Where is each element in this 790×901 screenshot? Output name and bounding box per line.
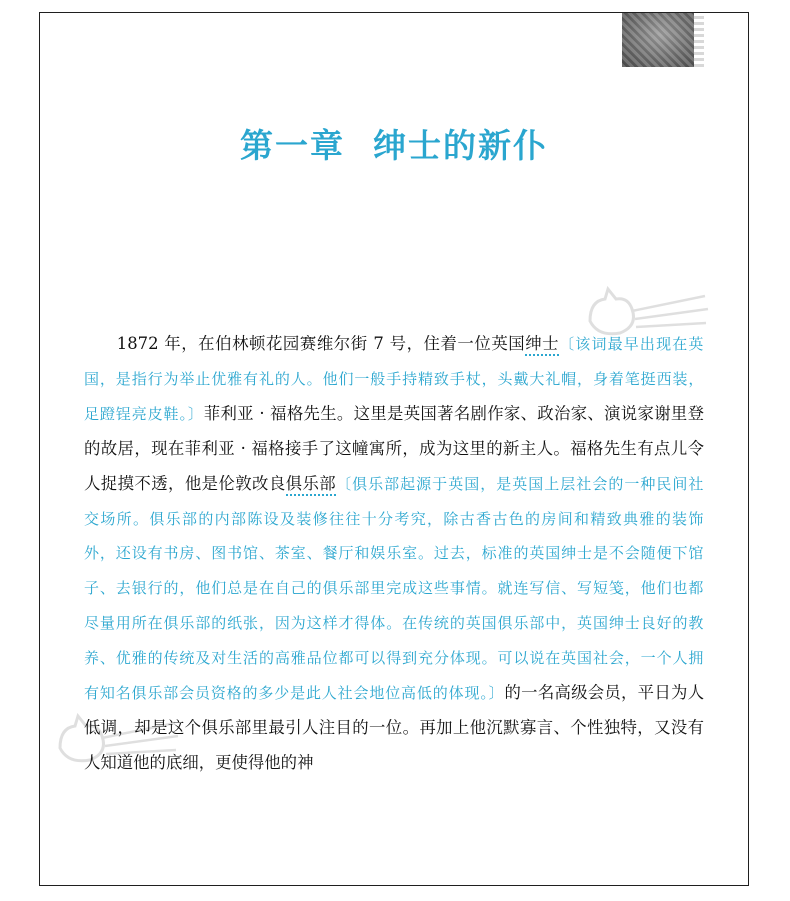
chapter-number: 第一章 bbox=[240, 126, 345, 165]
body-text bbox=[84, 327, 704, 781]
chapter-title bbox=[40, 120, 748, 167]
paragraph bbox=[84, 327, 704, 781]
paragraph-text-middle: 菲利亚 · 福格先生。这里是英国著名剧作家、政治家、演说家谢里登的故居，现在菲利亚 · 福格接手了这幢寓所，成为这里的新主人。福格先生有点儿令人捉摸不透，他是伦敦改良 bbox=[84, 403, 704, 493]
paragraph-text-start: 1872 年，在伯林顿花园赛维尔街 7 号，住着一位英国 bbox=[116, 334, 526, 353]
annotation-gentleman: 〔该词最早出现在英国，是指行为举止优雅有礼的人。他们一般手持精致手杖，头戴大礼帽，身着笔挺西装，足蹬锃亮皮鞋。〕 bbox=[84, 335, 705, 423]
term-gentleman[interactable]: 绅士 bbox=[525, 334, 559, 356]
annotation-club: 〔俱乐部起源于英国，是英国上层社会的一种民间社交场所。俱乐部的内部陈设及装修往往十分考究，除古香古色的房间和精致典雅的装饰外，还设有书房、图书馆、茶室、餐厅和娱乐室。过去，标准的英国绅士是不会随便下馆子、去银行的，他们总是在自己的俱乐部里完成这些事情。就连写信、写短笺，他们也都尽量用所在俱乐部的纸张，因为这样才得体。在传统的英国俱乐部中，英国绅士良好的教养、优雅的传统及对生活的高雅品位都可以得到充分体现。可以说在英国社会，一个人拥有知名俱乐部会员资格的多少是此人社会地位高低的体现。〕 bbox=[84, 474, 705, 703]
page-frame bbox=[39, 12, 749, 886]
corner-photo-fragment bbox=[622, 13, 698, 67]
paragraph-text-end: 的一名高级会员，平日为人低调，却是这个俱乐部里最引人注目的一位。再加上他沉默寡言、个性独特，又没有人知道他的底细，更使得他的神 bbox=[84, 683, 704, 772]
chapter-name: 绅士的新仆 bbox=[373, 126, 548, 165]
term-club[interactable]: 俱乐部 bbox=[286, 474, 336, 496]
